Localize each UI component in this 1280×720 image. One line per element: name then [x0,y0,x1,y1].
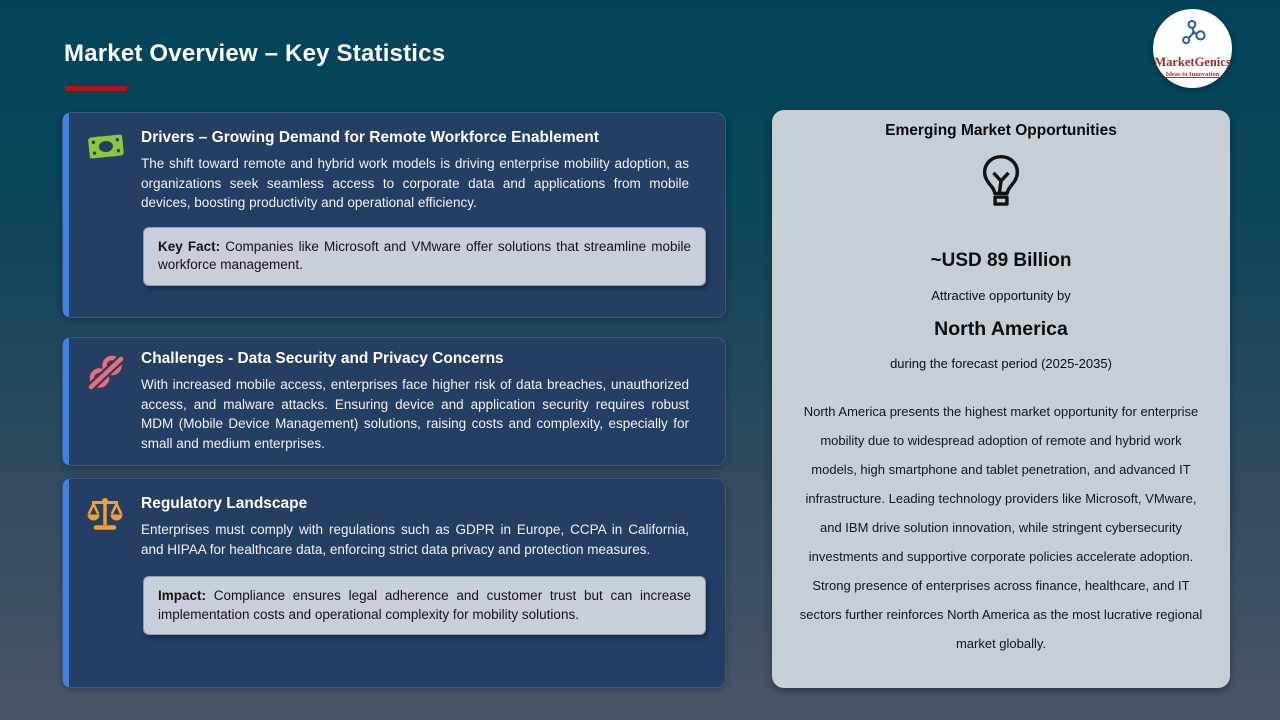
impact-box [143,576,706,635]
money-icon [85,129,127,171]
unlink-icon [85,351,127,393]
opportunity-description: North America presents the highest market opportunity for enterprise mobility due to widespread adoption of remote and hybrid work models, high smartphone and tablet penetration, and advanced IT infrastructure. Leading technology providers like Microsoft, VMware, and IBM drive solution innovation, while stringent cybersecurity investments and supportive corporate policies accelerate adoption. Strong presence of enterprises across finance, healthcare, and IT sectors further reinforces North America as the most lucrative regional market globally. [799,404,1203,651]
card-title: Challenges - Data Security and Privacy Concerns [141,350,504,367]
card-title: Drivers – Growing Demand for Remote Workforce Enablement [141,129,599,146]
lightbulb-icon [772,154,1230,210]
page-title: Market Overview – Key Statistics [64,40,446,67]
molecule-icon [1176,19,1210,56]
key-fact-label: Key Fact: [158,238,221,254]
key-fact-box [143,227,706,286]
title-underline [65,86,127,91]
card-body: With increased mobile access, enterprises face higher risk of data breaches, unauthorized access, and malware attacks. Ensuring device and application security requires robust MDM (Mobile Device Management) solutions, raising costs and complexity, especially for small and medium enterprises. [141,377,689,451]
impact-label: Impact: [158,588,207,603]
card-drivers [62,112,726,318]
scales-icon [85,493,127,535]
marketgenics-logo [1153,9,1232,88]
card-regulatory [62,478,726,688]
key-fact-text: Companies like Microsoft and VMware offer solutions that streamline mobile workforce management. [158,238,691,272]
card-body: The shift toward remote and hybrid work models is driving enterprise mobility adoption, as organizations seek seamless access to corporate data and applications from mobile devices, boosting productivity and operational efficiency. [141,156,689,210]
opportunity-panel [772,110,1230,688]
opportunity-value: ~USD 89 Billion [930,250,1072,271]
logo-tagline: Ideas to Innovation [1165,70,1220,78]
card-title: Regulatory Landscape [141,495,308,512]
opportunity-period: during the forecast period (2025-2035) [890,356,1112,371]
opportunity-region: North America [934,318,1068,340]
opportunity-caption: Attractive opportunity by [931,288,1071,303]
card-body: Enterprises must comply with regulations such as GDPR in Europe, CCPA in California, and HIPAA for healthcare data, enforcing strict data privacy and protection measures. [141,522,689,557]
logo-name: MarketGenics [1154,55,1231,70]
impact-text: Compliance ensures legal adherence and customer trust but can increase implementation costs and operational complexity for mobility solutions. [158,588,691,622]
panel-title: Emerging Market Opportunities [885,122,1117,139]
card-challenges [62,337,726,466]
